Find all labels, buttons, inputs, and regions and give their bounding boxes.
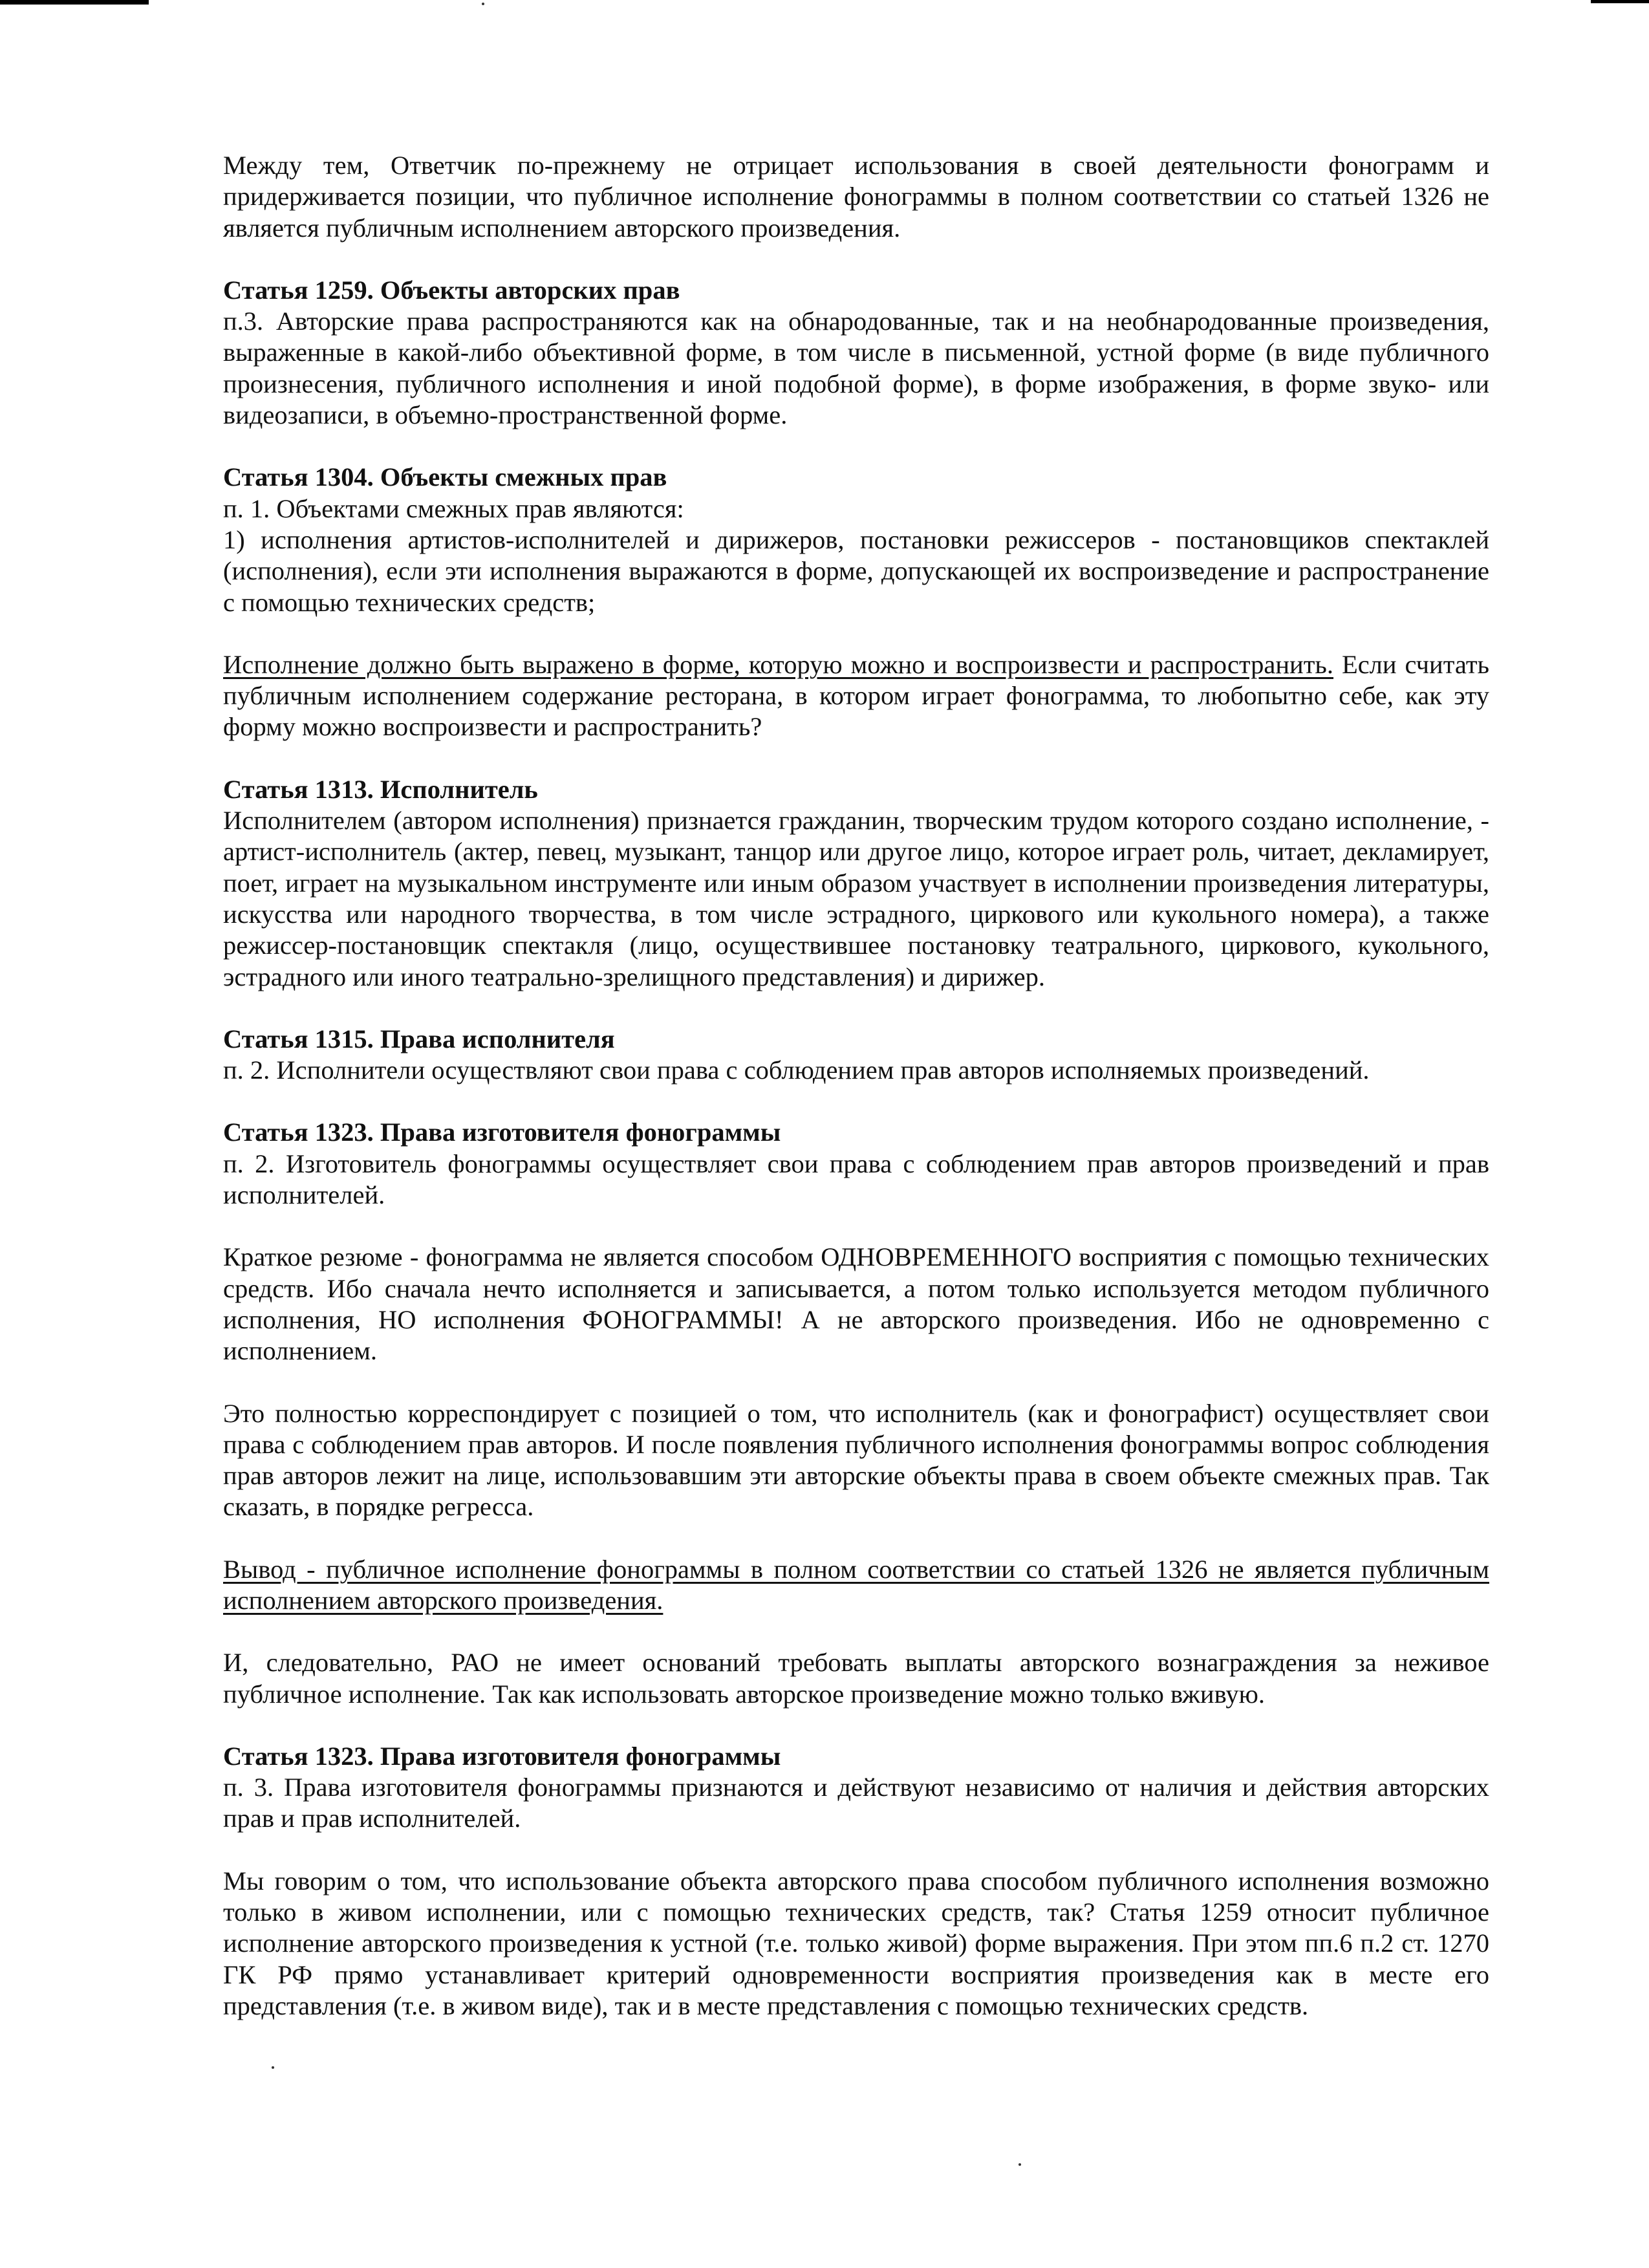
- article-1304-heading: Статья 1304. Объекты смежных прав: [223, 462, 667, 492]
- scan-speck: [272, 2066, 274, 2069]
- article-1315-heading: Статья 1315. Права исполнителя: [223, 1024, 615, 1053]
- article-1315-text: п. 2. Исполнители осуществляют свои права с соблюдением прав авторов исполняемых произведений.: [223, 1055, 1370, 1085]
- article-1313-heading: Статья 1313. Исполнитель: [223, 774, 538, 804]
- comment-performance-form: [223, 649, 1489, 743]
- article-1304-subheading: п. 1. Объектами смежных прав являются:: [223, 493, 684, 523]
- article-1323-heading-repeat: Статья 1323. Права изготовителя фонограммы: [223, 1741, 781, 1771]
- scan-artifact-top-left: [0, 0, 149, 5]
- conclusion-paragraph: Вывод - публичное исполнение фонограммы в полном соответствии со статьей 1326 не является публичным исполнением авторского произведения.: [223, 1554, 1489, 1615]
- scan-speck: [482, 3, 484, 5]
- correspondence-paragraph: Это полностью корреспондирует с позицией о том, что исполнитель (как и фонографист) осуществляет свои права с соблюдением прав авторов. И после появления публичного исполнения фонограммы вопрос соблюдения прав авторов лежит на лице, использовавшим эти авторские объекты права в своем объекте смежных прав. Так сказать, в порядке регресса.: [223, 1398, 1489, 1522]
- article-1259-text: п.3. Авторские права распространяются как на обнародованные, так и на необнародованные произведения, выраженные в какой-либо объективной форме, в том числе в письменной, устной форме (в виде публичного произнесения, публичного исполнения и иной подобной форме), в форме изображения, в форме звуко- или видеозаписи, в объемно-пространственной форме.: [223, 307, 1489, 430]
- consequently-paragraph: И, следовательно, РАО не имеет оснований требовать выплаты авторского вознаграждения за неживое публичное исполнение. Так как использовать авторское произведение можно только вживую.: [223, 1648, 1489, 1709]
- article-1304-text: 1) исполнения артистов-исполнителей и дирижеров, постановки режиссеров - постановщиков спектаклей (исполнения), если эти исполнения выражаются в форме, допускающей их воспроизведение и распространение с помощью технических средств;: [223, 524, 1489, 617]
- article-1323-p2-text: п. 2. Изготовитель фонограммы осуществляет свои права с соблюдением прав авторов произведений и прав исполнителей.: [223, 1149, 1489, 1210]
- summary-paragraph: Краткое резюме - фонограмма не является способом ОДНОВРЕМЕННОГО восприятия с помощью технических средств. Ибо сначала нечто исполняется и записывается, а потом только используется методом публичного исполнения, НО исполнения ФОНОГРАММЫ! А не авторского произведения. Ибо не одновременно с исполнением.: [223, 1242, 1489, 1366]
- document-page: [223, 150, 1489, 2022]
- article-1313-text: Исполнителем (автором исполнения) признается гражданин, творческим трудом которого создано исполнение, - артист-исполнитель (актер, певец, музыкант, танцор или другое лицо, которое играет роль, читает, декламирует, поет, играет на музыкальном инструменте или иным образом участвует в исполнении произведения литературы, искусства или народного творчества, в том числе эстрадного, циркового или кукольного номера), а также режиссер-постановщик спектакля (лицо, осуществившее постановку театрального, циркового, кукольного, эстрадного или иного театрально-зрелищного представления) и дирижер.: [223, 806, 1489, 991]
- comment-rest: Если считать публичным исполнением содержание ресторана, в котором играет фонограмма, то любопытно себе, как эту форму можно воспроизвести и распространить?: [223, 649, 1489, 742]
- article-1259-heading: Статья 1259. Объекты авторских прав: [223, 275, 680, 305]
- scan-speck: [1018, 2163, 1021, 2166]
- article-1323-p3-text: п. 3. Права изготовителя фонограммы признаются и действуют независимо от наличия и действия авторских прав и прав исполнителей.: [223, 1773, 1489, 1833]
- article-1323-heading: Статья 1323. Права изготовителя фонограммы: [223, 1118, 781, 1147]
- comment-underlined: Исполнение должно быть выражено в форме, которую можно и воспроизвести и распространить.: [223, 649, 1334, 679]
- intro-paragraph: Между тем, Ответчик по-прежнему не отрицает использования в своей деятельности фонограмм и придерживается позиции, что публичное исполнение фонограммы в полном соответствии со статьей 1326 не является публичным исполнением авторского произведения.: [223, 151, 1489, 243]
- final-paragraph: Мы говорим о том, что использование объекта авторского права способом публичного исполнения возможно только в живом исполнении, или с помощью технических средств, так? Статья 1259 относит публичное исполнение авторского произведения к устной (т.е. только живой) форме выражения. При этом пп.6 п.2 ст. 1270 ГК РФ прямо устанавливает критерий одновременности восприятия произведения как в месте его представления (т.е. в живом виде), так и в месте представления с помощью технических средств.: [223, 1866, 1489, 2020]
- scan-artifact-top-right: [1591, 0, 1649, 3]
